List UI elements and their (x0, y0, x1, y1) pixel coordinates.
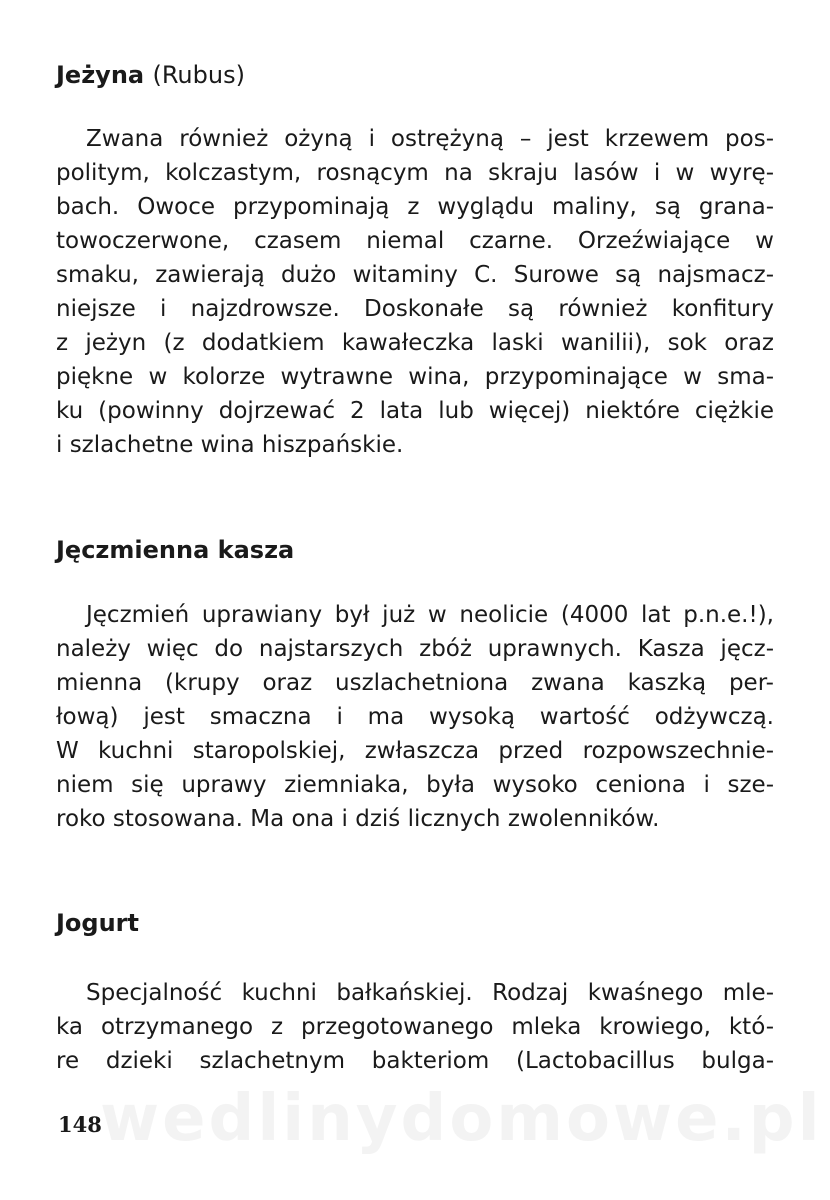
body-line: re dzieki szlachetnym bakteriom (Lactobacillus bulga- (56, 1048, 774, 1074)
entry-term: Jęczmienna kasza (56, 536, 295, 564)
body-line: ka otrzymanego z przegotowanego mleka krowiego, któ- (56, 1014, 774, 1040)
body-line: politym, kolczastym, rosnącym na skraju lasów i w wyrę- (56, 160, 774, 186)
entry-body-jezyna (56, 122, 774, 462)
body-line: W kuchni staropolskiej, zwłaszcza przed rozpowszechnie- (56, 738, 774, 764)
body-line: niem się uprawy ziemniaka, była wysoko ceniona i sze- (56, 772, 774, 798)
entry-heading-jogurt (56, 908, 139, 938)
body-line: roko stosowana. Ma ona i dziś licznych zwolenników. (56, 806, 660, 832)
entry-body-jeczmienna-kasza (56, 598, 774, 836)
body-line: łową) jest smaczna i ma wysoką wartość odżywczą. (56, 704, 774, 730)
body-line: z jeżyn (z dodatkiem kawałeczka laski wanilii), sok oraz (56, 330, 774, 356)
entry-term: Jeżyna (56, 61, 145, 89)
page-number: 148 (58, 1112, 102, 1137)
entry-body-jogurt (56, 976, 774, 1078)
body-line: ku (powinny dojrzewać 2 lata lub więcej) niektóre ciężkie (56, 398, 774, 424)
body-line: piękne w kolorze wytrawne wina, przypominające w sma- (56, 364, 774, 390)
body-line: mienna (krupy oraz uszlachetniona zwana kaszką per- (56, 670, 774, 696)
body-line: niejsze i najzdrowsze. Doskonałe są również konfitury (56, 296, 774, 322)
body-line: Specjalność kuchni bałkańskiej. Rodzaj kwaśnego mle- (86, 980, 774, 1006)
entry-latin-name: (Rubus) (152, 61, 245, 89)
body-line: należy więc do najstarszych zbóż uprawnych. Kasza jęcz- (56, 636, 774, 662)
entry-term: Jogurt (56, 909, 139, 937)
entry-heading-jezyna (56, 60, 245, 90)
watermark: wedlinydomowe.pl (100, 1082, 823, 1156)
body-line: Zwana również ożyną i ostrężyną – jest krzewem pos- (86, 126, 774, 152)
entry-heading-jeczmienna-kasza (56, 535, 294, 565)
body-line: i szlachetne wina hiszpańskie. (56, 432, 404, 458)
body-line: smaku, zawierają dużo witaminy C. Surowe są najsmacz- (56, 262, 774, 288)
body-line: towoczerwone, czasem niemal czarne. Orzeźwiające w (56, 228, 774, 254)
body-line: Jęczmień uprawiany był już w neolicie (4000 lat p.n.e.!), (86, 602, 774, 628)
body-line: bach. Owoce przypominają z wyglądu maliny, są grana- (56, 194, 774, 220)
